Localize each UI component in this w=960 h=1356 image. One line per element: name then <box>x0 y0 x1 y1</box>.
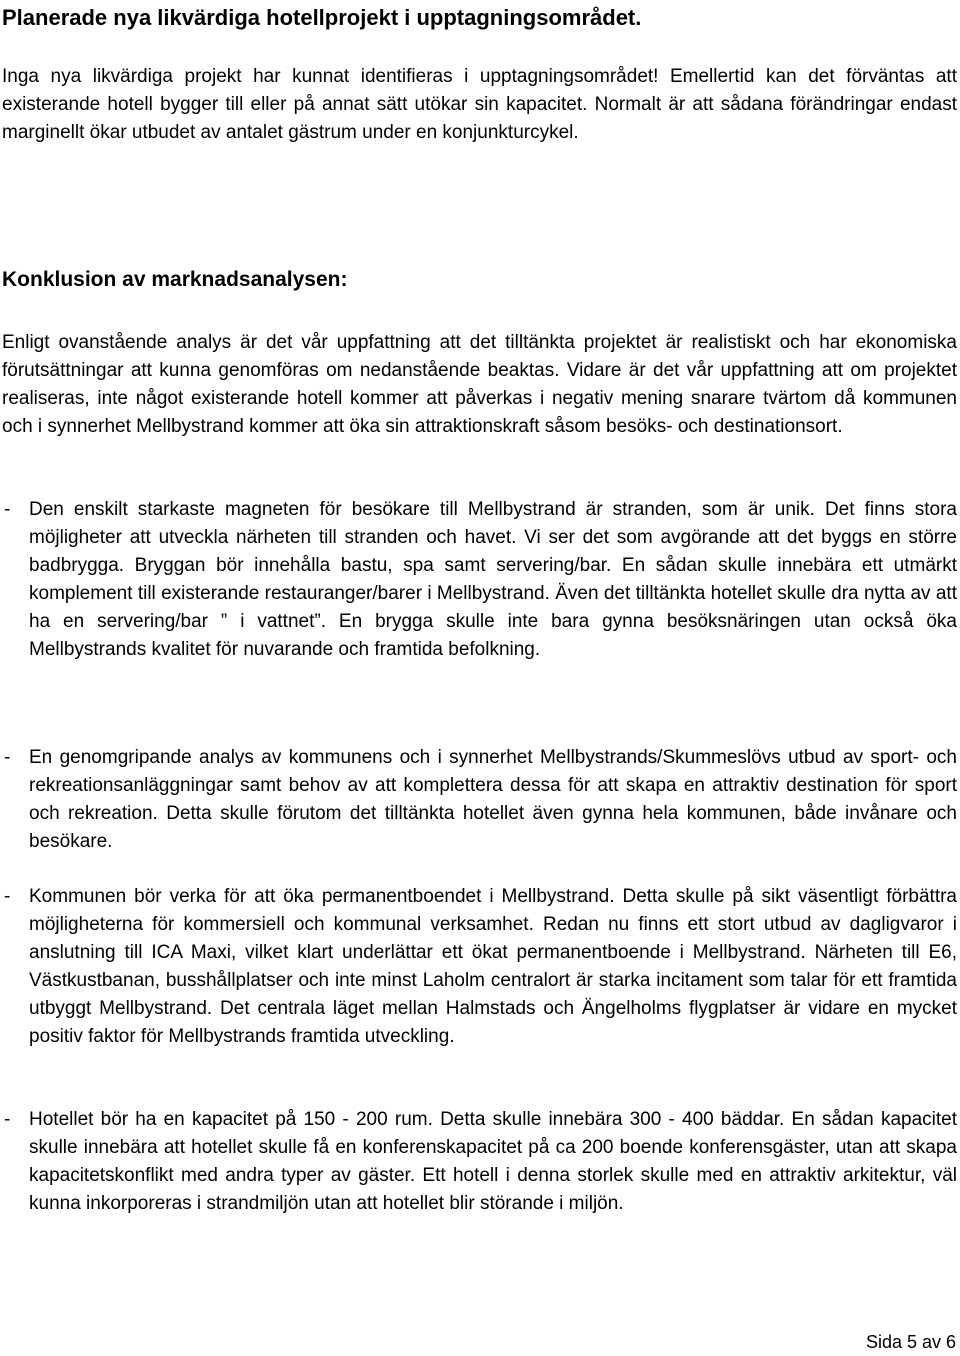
page-title: Planerade nya likvärdiga hotellprojekt i upptagningsområdet. <box>2 5 642 30</box>
section-heading: Konklusion av marknadsanalysen: <box>2 268 348 291</box>
bullet-dash: - <box>4 499 11 520</box>
bullet-dash: - <box>4 886 11 907</box>
intro-paragraph: Inga nya likvärdiga projekt har kunnat identifieras i upptagningsområdet! Emellertid kan det förväntas att existerande hotell bygger till eller på annat sätt utökar sin kapacitet. Normalt är att sådana förändringar endast marginellt ökar utbudet av antalet gästrum under en konjunkturcykel. <box>2 66 957 143</box>
bullet-dash: - <box>4 1109 11 1130</box>
conclusion-paragraph: Enligt ovanstående analys är det vår uppfattning att det tilltänkta projektet är realistiskt och har ekonomiska förutsättningar att kunna genomföras om nedanstående beaktas. Vidare är det vår uppfattning att om projektet realiseras, inte något existerande hotell kommer att påverkas i negativ mening snarare tvärtom då kommunen och i synnerhet Mellbystrand kommer att öka sin attraktionskraft såsom besöks- och destinationsort. <box>2 332 957 437</box>
bullet-dash: - <box>4 747 11 768</box>
bullet-text: Den enskilt starkaste magneten för besökare till Mellbystrand är stranden, som är unik. Det finns stora möjligheter att utveckla närheten till stranden och havet. Vi ser det som avgörande att det byggs en större badbrygga. Bryggan bör innehålla bastu, spa samt servering/bar. En sådan skulle innebära ett utmärkt komplement till existerande restauranger/barer i Mellbystrand. Även det tilltänkta hotellet skulle dra nytta av att ha en servering/bar ” i vattnet”. En brygga skulle inte bara gynna besöksnäringen utan också öka Mellbystrands kvalitet för nuvarande och framtida befolkning. <box>29 499 957 660</box>
bullet-text: Hotellet bör ha en kapacitet på 150 - 200 rum. Detta skulle innebära 300 - 400 bäddar. En sådan kapacitet skulle innebära att hotellet skulle få en konferenskapacitet på ca 200 boende konferensgäster, utan att skapa kapacitetskonflikt med andra typer av gäster. Ett hotell i denna storlek skulle med en attraktiv arkitektur, väl kunna inkorporeras i strandmiljön utan att hotellet blir störande i miljön. <box>29 1109 957 1214</box>
page-number: Sida 5 av 6 <box>865 1332 956 1352</box>
bullet-text: En genomgripande analys av kommunens och i synnerhet Mellbystrands/Skummeslövs utbud av sport- och rekreationsanläggningar samt behov av att komplettera dessa för att skapa en attraktiv destination för sport och rekreation. Detta skulle förutom det tilltänkta hotellet även gynna hela kommunen, både invånare och besökare. <box>29 747 957 852</box>
bullet-text: Kommunen bör verka för att öka permanentboendet i Mellbystrand. Detta skulle på sikt väsentligt förbättra möjligheterna för kommersiell och kommunal verksamhet. Redan nu finns ett stort utbud av dagligvaror i anslutning till ICA Maxi, vilket klart underlättar ett ökat permanentboende i Mellbystrand. Närheten till E6, Västkustbanan, busshållplatser och inte minst Laholm centralort är starka incitament som talar för ett framtida utbyggt Mellbystrand. Det centrala läget mellan Halmstads och Ängelholms flygplatser är vidare en mycket positiv faktor för Mellbystrands framtida utveckling. <box>29 886 957 1047</box>
